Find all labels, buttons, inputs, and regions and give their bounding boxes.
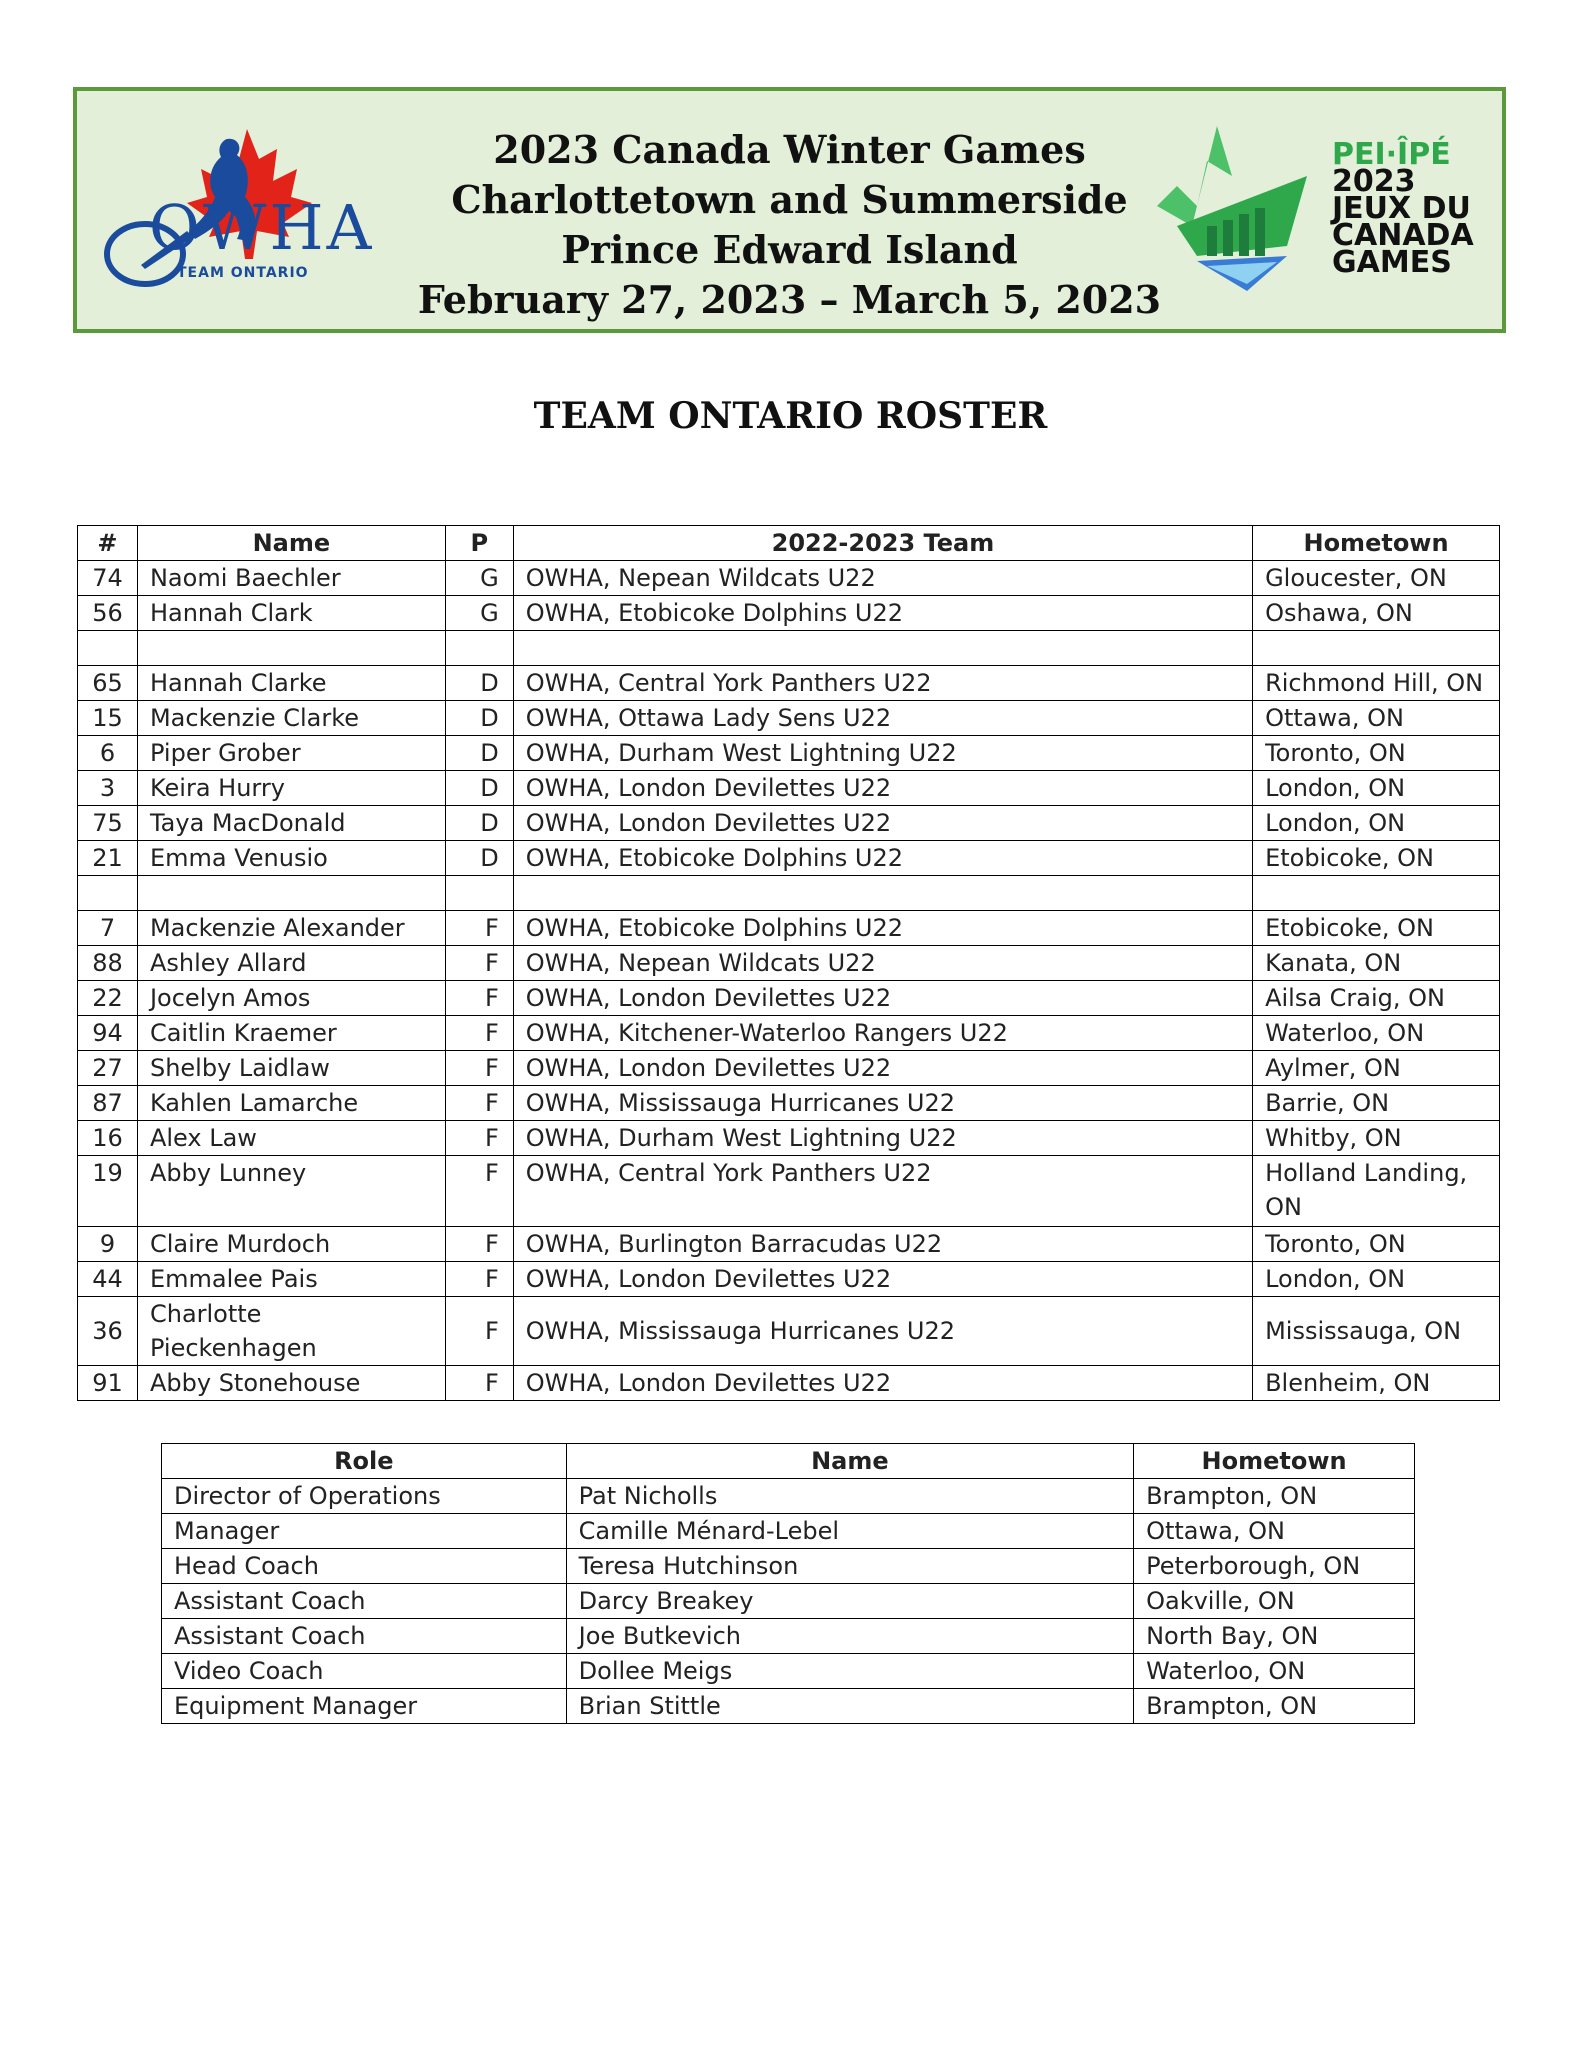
cell-number: 94 bbox=[78, 1016, 138, 1051]
cell-role: Equipment Manager bbox=[162, 1689, 567, 1724]
table-header-row bbox=[78, 526, 1500, 561]
spacer-row bbox=[78, 876, 1500, 911]
cell-number: 27 bbox=[78, 1051, 138, 1086]
table-row bbox=[162, 1654, 1415, 1689]
cell-name bbox=[137, 876, 445, 911]
cell-position: F bbox=[445, 911, 513, 946]
cell-number: 21 bbox=[78, 841, 138, 876]
table-row bbox=[78, 1156, 1500, 1227]
cell-position: F bbox=[445, 1086, 513, 1121]
table-row bbox=[78, 1297, 1500, 1366]
cell-name: Claire Murdoch bbox=[137, 1227, 445, 1262]
column-header-hometown: Hometown bbox=[1134, 1444, 1415, 1479]
cell-name: Hannah Clarke bbox=[137, 666, 445, 701]
cell-team: OWHA, Durham West Lightning U22 bbox=[513, 1121, 1252, 1156]
cell-position: F bbox=[445, 1156, 513, 1227]
column-header-name: Name bbox=[566, 1444, 1133, 1479]
cell-hometown: London, ON bbox=[1253, 1262, 1500, 1297]
table-row bbox=[78, 806, 1500, 841]
cell-name: Brian Stittle bbox=[566, 1689, 1133, 1724]
cell-name: Charlotte Pieckenhagen bbox=[137, 1297, 445, 1366]
cell-role: Video Coach bbox=[162, 1654, 567, 1689]
table-row bbox=[78, 946, 1500, 981]
table-row bbox=[162, 1689, 1415, 1724]
cell-name: Mackenzie Alexander bbox=[137, 911, 445, 946]
cell-number: 7 bbox=[78, 911, 138, 946]
cell-team: OWHA, Etobicoke Dolphins U22 bbox=[513, 841, 1252, 876]
cell-number: 16 bbox=[78, 1121, 138, 1156]
cell-hometown bbox=[1253, 876, 1500, 911]
cell-team: OWHA, London Devilettes U22 bbox=[513, 771, 1252, 806]
table-row bbox=[78, 771, 1500, 806]
table-row bbox=[78, 911, 1500, 946]
cell-role: Head Coach bbox=[162, 1549, 567, 1584]
cell-team: OWHA, Etobicoke Dolphins U22 bbox=[513, 596, 1252, 631]
cell-name: Dollee Meigs bbox=[566, 1654, 1133, 1689]
table-row bbox=[162, 1584, 1415, 1619]
table-row bbox=[162, 1479, 1415, 1514]
cell-number: 56 bbox=[78, 596, 138, 631]
table-row bbox=[78, 561, 1500, 596]
cell-hometown: Ottawa, ON bbox=[1134, 1514, 1415, 1549]
page-title: TEAM ONTARIO ROSTER bbox=[533, 395, 1048, 437]
cell-position: G bbox=[445, 596, 513, 631]
banner-title-line: Charlottetown and Summerside bbox=[451, 177, 1128, 222]
cell-hometown: Kanata, ON bbox=[1253, 946, 1500, 981]
cell-number: 74 bbox=[78, 561, 138, 596]
cell-position: D bbox=[445, 701, 513, 736]
cell-hometown: Ottawa, ON bbox=[1253, 701, 1500, 736]
column-header-team: 2022-2023 Team bbox=[513, 526, 1252, 561]
column-header-hometown: Hometown bbox=[1253, 526, 1500, 561]
cell-role: Assistant Coach bbox=[162, 1619, 567, 1654]
table-row bbox=[78, 701, 1500, 736]
cell-name: Piper Grober bbox=[137, 736, 445, 771]
table-row bbox=[78, 1086, 1500, 1121]
cell-position: F bbox=[445, 1262, 513, 1297]
table-row bbox=[78, 981, 1500, 1016]
cell-team: OWHA, Central York Panthers U22 bbox=[513, 666, 1252, 701]
table-row bbox=[78, 841, 1500, 876]
cell-position: D bbox=[445, 771, 513, 806]
cell-name: Hannah Clark bbox=[137, 596, 445, 631]
cell-number: 91 bbox=[78, 1366, 138, 1401]
cell-name: Teresa Hutchinson bbox=[566, 1549, 1133, 1584]
cell-hometown: Peterborough, ON bbox=[1134, 1549, 1415, 1584]
cell-team bbox=[513, 876, 1252, 911]
cell-name: Caitlin Kraemer bbox=[137, 1016, 445, 1051]
cell-team: OWHA, Kitchener-Waterloo Rangers U22 bbox=[513, 1016, 1252, 1051]
cell-hometown: Toronto, ON bbox=[1253, 736, 1500, 771]
cell-team: OWHA, Central York Panthers U22 bbox=[513, 1156, 1252, 1227]
cell-name: Mackenzie Clarke bbox=[137, 701, 445, 736]
cell-team: OWHA, London Devilettes U22 bbox=[513, 981, 1252, 1016]
cell-number: 9 bbox=[78, 1227, 138, 1262]
cell-hometown: Toronto, ON bbox=[1253, 1227, 1500, 1262]
cell-hometown: Waterloo, ON bbox=[1253, 1016, 1500, 1051]
cell-name: Emmalee Pais bbox=[137, 1262, 445, 1297]
table-row bbox=[78, 1051, 1500, 1086]
cell-number: 15 bbox=[78, 701, 138, 736]
cell-hometown: Brampton, ON bbox=[1134, 1479, 1415, 1514]
cell-name: Abby Lunney bbox=[137, 1156, 445, 1227]
cell-number bbox=[78, 876, 138, 911]
cell-team: OWHA, London Devilettes U22 bbox=[513, 1262, 1252, 1297]
table-row bbox=[78, 1121, 1500, 1156]
cell-hometown: Etobicoke, ON bbox=[1253, 911, 1500, 946]
cell-team bbox=[513, 631, 1252, 666]
cell-hometown: Waterloo, ON bbox=[1134, 1654, 1415, 1689]
table-row bbox=[78, 1016, 1500, 1051]
column-header-name: Name bbox=[137, 526, 445, 561]
cell-number: 44 bbox=[78, 1262, 138, 1297]
spacer-row bbox=[78, 631, 1500, 666]
header-banner bbox=[73, 87, 1506, 333]
cell-hometown: Oakville, ON bbox=[1134, 1584, 1415, 1619]
cell-team: OWHA, London Devilettes U22 bbox=[513, 1051, 1252, 1086]
table-row bbox=[78, 666, 1500, 701]
cell-position: F bbox=[445, 1016, 513, 1051]
cell-hometown: Whitby, ON bbox=[1253, 1121, 1500, 1156]
cell-position bbox=[445, 876, 513, 911]
cell-name: Abby Stonehouse bbox=[137, 1366, 445, 1401]
cell-team: OWHA, Nepean Wildcats U22 bbox=[513, 561, 1252, 596]
cell-position: D bbox=[445, 841, 513, 876]
cell-position: F bbox=[445, 1227, 513, 1262]
banner-title-line: 2023 Canada Winter Games bbox=[493, 127, 1086, 172]
cell-team: OWHA, Etobicoke Dolphins U22 bbox=[513, 911, 1252, 946]
owha-logo-text: OWHA bbox=[149, 191, 375, 264]
cell-role: Assistant Coach bbox=[162, 1584, 567, 1619]
cell-hometown bbox=[1253, 631, 1500, 666]
cell-name: Jocelyn Amos bbox=[137, 981, 445, 1016]
cell-position: D bbox=[445, 736, 513, 771]
cell-hometown: London, ON bbox=[1253, 806, 1500, 841]
cell-hometown: Blenheim, ON bbox=[1253, 1366, 1500, 1401]
banner-title-line: Prince Edward Island bbox=[561, 227, 1018, 272]
cell-number: 65 bbox=[78, 666, 138, 701]
owha-logo-subtext: TEAM ONTARIO bbox=[177, 265, 309, 281]
pei-logo-line: PEI·ÎPÉ bbox=[1332, 137, 1451, 172]
cell-hometown: Aylmer, ON bbox=[1253, 1051, 1500, 1086]
cell-team: OWHA, Mississauga Hurricanes U22 bbox=[513, 1086, 1252, 1121]
table-row bbox=[78, 1227, 1500, 1262]
table-row bbox=[162, 1619, 1415, 1654]
cell-name: Kahlen Lamarche bbox=[137, 1086, 445, 1121]
roster-body bbox=[78, 561, 1500, 1401]
cell-hometown: Ailsa Craig, ON bbox=[1253, 981, 1500, 1016]
canada-games-logo-text bbox=[1332, 137, 1474, 280]
cell-position: D bbox=[445, 666, 513, 701]
cell-team: OWHA, Nepean Wildcats U22 bbox=[513, 946, 1252, 981]
cell-hometown: Holland Landing, ON bbox=[1253, 1156, 1500, 1227]
cell-name: Naomi Baechler bbox=[137, 561, 445, 596]
cell-position: G bbox=[445, 561, 513, 596]
cell-team: OWHA, London Devilettes U22 bbox=[513, 1366, 1252, 1401]
cell-hometown: London, ON bbox=[1253, 771, 1500, 806]
cell-position bbox=[445, 631, 513, 666]
cell-role: Director of Operations bbox=[162, 1479, 567, 1514]
roster-table bbox=[77, 525, 1500, 1401]
cell-hometown: Etobicoke, ON bbox=[1253, 841, 1500, 876]
cell-name: Darcy Breakey bbox=[566, 1584, 1133, 1619]
cell-number: 36 bbox=[78, 1297, 138, 1366]
banner-title bbox=[377, 125, 1202, 325]
table-row bbox=[78, 1366, 1500, 1401]
cell-number: 88 bbox=[78, 946, 138, 981]
cell-hometown: Brampton, ON bbox=[1134, 1689, 1415, 1724]
column-header-number: # bbox=[78, 526, 138, 561]
cell-number: 87 bbox=[78, 1086, 138, 1121]
cell-name: Ashley Allard bbox=[137, 946, 445, 981]
cell-number: 75 bbox=[78, 806, 138, 841]
table-row bbox=[78, 596, 1500, 631]
cell-name: Camille Ménard-Lebel bbox=[566, 1514, 1133, 1549]
cell-name: Joe Butkevich bbox=[566, 1619, 1133, 1654]
cell-name bbox=[137, 631, 445, 666]
cell-hometown: Mississauga, ON bbox=[1253, 1297, 1500, 1366]
cell-team: OWHA, London Devilettes U22 bbox=[513, 806, 1252, 841]
cell-number: 3 bbox=[78, 771, 138, 806]
cell-number: 22 bbox=[78, 981, 138, 1016]
pei-logo-line: CANADA bbox=[1332, 218, 1474, 253]
staff-table bbox=[161, 1443, 1415, 1724]
table-row bbox=[162, 1514, 1415, 1549]
cell-role: Manager bbox=[162, 1514, 567, 1549]
cell-position: F bbox=[445, 981, 513, 1016]
table-header-row bbox=[162, 1444, 1415, 1479]
cell-hometown: Richmond Hill, ON bbox=[1253, 666, 1500, 701]
cell-team: OWHA, Durham West Lightning U22 bbox=[513, 736, 1252, 771]
pei-logo-line: 2023 bbox=[1332, 164, 1416, 199]
cell-position: F bbox=[445, 1121, 513, 1156]
table-row bbox=[162, 1549, 1415, 1584]
cell-team: OWHA, Burlington Barracudas U22 bbox=[513, 1227, 1252, 1262]
cell-team: OWHA, Mississauga Hurricanes U22 bbox=[513, 1297, 1252, 1366]
cell-position: F bbox=[445, 1297, 513, 1366]
cell-name: Alex Law bbox=[137, 1121, 445, 1156]
cell-team: OWHA, Ottawa Lady Sens U22 bbox=[513, 701, 1252, 736]
staff-body bbox=[162, 1479, 1415, 1724]
cell-position: F bbox=[445, 1366, 513, 1401]
banner-title-line: February 27, 2023 – March 5, 2023 bbox=[417, 277, 1162, 322]
cell-position: F bbox=[445, 1051, 513, 1086]
table-row bbox=[78, 1262, 1500, 1297]
cell-hometown: North Bay, ON bbox=[1134, 1619, 1415, 1654]
cell-name: Shelby Laidlaw bbox=[137, 1051, 445, 1086]
table-row bbox=[78, 736, 1500, 771]
cell-number: 19 bbox=[78, 1156, 138, 1227]
cell-hometown: Gloucester, ON bbox=[1253, 561, 1500, 596]
cell-name: Keira Hurry bbox=[137, 771, 445, 806]
cell-hometown: Oshawa, ON bbox=[1253, 596, 1500, 631]
cell-position: F bbox=[445, 946, 513, 981]
cell-number: 6 bbox=[78, 736, 138, 771]
cell-name: Pat Nicholls bbox=[566, 1479, 1133, 1514]
cell-hometown: Barrie, ON bbox=[1253, 1086, 1500, 1121]
column-header-position: P bbox=[445, 526, 513, 561]
pei-logo-line: JEUX DU bbox=[1332, 191, 1471, 226]
cell-position: D bbox=[445, 806, 513, 841]
column-header-role: Role bbox=[162, 1444, 567, 1479]
cell-number bbox=[78, 631, 138, 666]
cell-name: Emma Venusio bbox=[137, 841, 445, 876]
pei-logo-line: GAMES bbox=[1332, 245, 1452, 280]
cell-name: Taya MacDonald bbox=[137, 806, 445, 841]
